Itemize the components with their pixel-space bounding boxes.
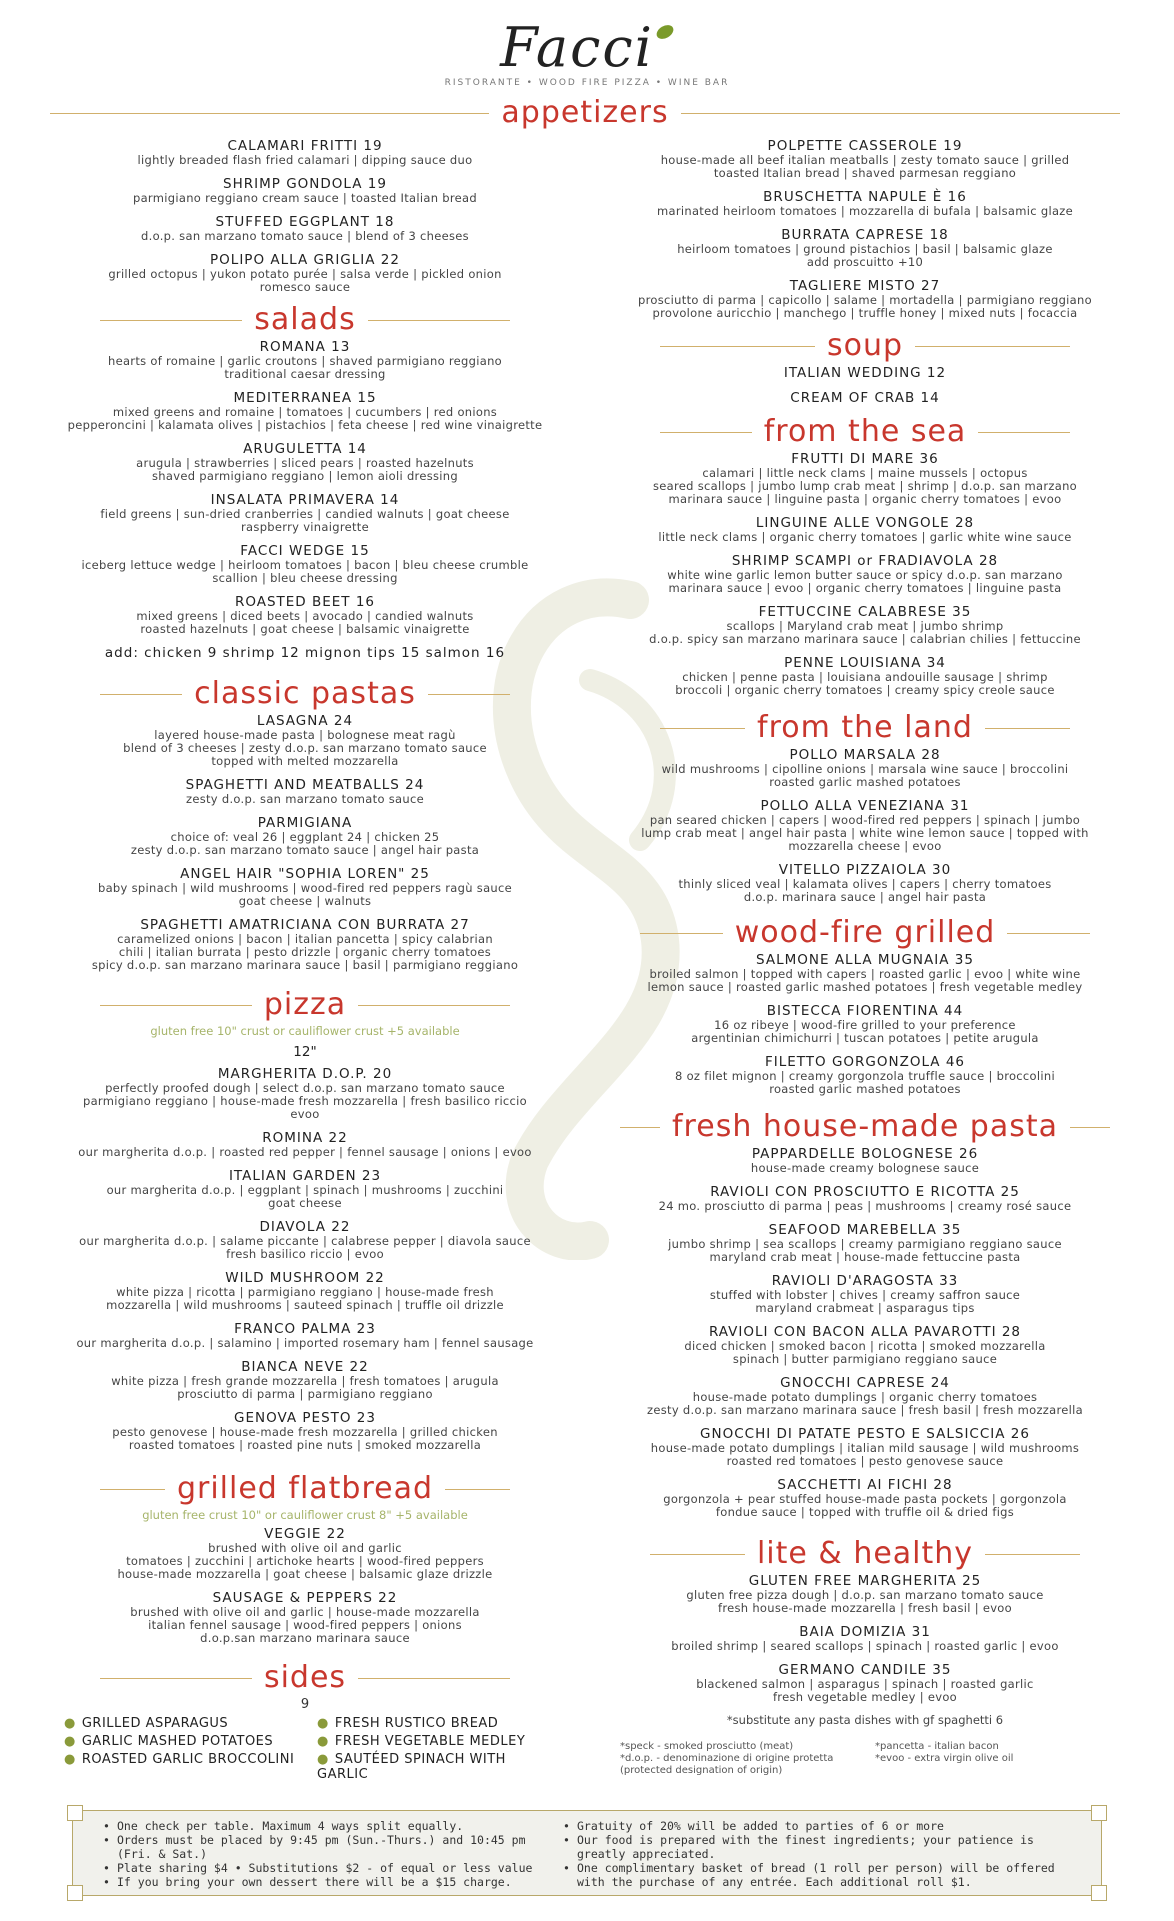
menu-item: [610, 1624, 1120, 1653]
menu-item-description: choice of: veal 26 | eggplant 24 | chicken 25 zesty d.o.p. san marzano tomato sauce | angel hair pasta: [130, 830, 480, 857]
menu-item-name: GENOVA PESTO 23: [234, 1410, 376, 1426]
section-title-appetizers: appetizers: [50, 96, 1120, 130]
menu-item-name: FETTUCCINE CALABRESE 35: [758, 604, 972, 620]
menu-item: [610, 1222, 1120, 1264]
menu-item: [50, 1130, 560, 1159]
menu-item-description: jumbo shrimp | sea scallops | creamy parmigiano reggiano sauce maryland crab meat | house-made fettuccine pasta: [668, 1237, 1062, 1264]
menu-item-name: SALMONE ALLA MUGNAIA 35: [756, 952, 974, 968]
bullet-icon: ●: [64, 1716, 76, 1731]
menu-item-name: TAGLIERE MISTO 27: [789, 278, 941, 294]
section-title-pizza: pizza: [50, 988, 560, 1022]
menu-item: [50, 543, 560, 585]
menu-item-description: our margherita d.o.p. | eggplant | spinach | mushrooms | zucchini goat cheese: [106, 1183, 504, 1210]
menu-item-description: thinly sliced veal | kalamata olives | capers | cherry tomatoes d.o.p. marinara sauce | angel hair pasta: [678, 877, 1052, 904]
menu-item-description: iceberg lettuce wedge | heirloom tomatoes | bacon | bleu cheese crumble scallion | bleu cheese dressing: [81, 558, 529, 585]
menu-item-description: little neck clams | organic cherry tomatoes | garlic white wine sauce: [658, 530, 1072, 544]
menu-item: [610, 1003, 1120, 1045]
policy-line: • If you bring your own dessert there will be a $15 charge.: [103, 1875, 543, 1889]
sides-price: 9: [300, 1697, 310, 1712]
menu-item-name: BISTECCA FIORENTINA 44: [766, 1003, 964, 1019]
pizza-list: [50, 1066, 560, 1452]
policy-line: • Plate sharing $4 • Substitutions $2 - of equal or less value: [103, 1861, 543, 1875]
section-title-salads: salads: [50, 303, 560, 337]
side-item: [64, 1716, 307, 1731]
menu-item: [50, 777, 560, 806]
menu-item: [50, 1219, 560, 1261]
menu-item: [610, 227, 1120, 269]
bullet-icon: ●: [317, 1734, 329, 1749]
menu-item-description: hearts of romaine | garlic croutons | shaved parmigiano reggiano traditional caesar dressing: [108, 354, 502, 381]
footnotes-right: *pancetta - italian bacon *evoo - extra virgin olive oil: [875, 1741, 1014, 1764]
menu-item-description: 24 mo. prosciutto di parma | peas | mushrooms | creamy rosé sauce: [658, 1199, 1072, 1213]
menu-item-name: GNOCCHI CAPRESE 24: [780, 1375, 950, 1391]
menu-item-description: scallops | Maryland crab meat | jumbo shrimp d.o.p. spicy san marzano marinara sauce | calabrian chilies | fettuccine: [649, 619, 1081, 646]
menu-item: [50, 594, 560, 636]
menu-item: [50, 1321, 560, 1350]
menu-item: [610, 1146, 1120, 1175]
menu-item: [610, 1426, 1120, 1468]
menu-item: [610, 189, 1120, 218]
menu-item-name: ARUGULETTA 14: [243, 441, 367, 457]
side-item: [317, 1716, 560, 1731]
footer-right: [563, 1819, 1083, 1889]
bullet-icon: ●: [64, 1734, 76, 1749]
menu-item-description: diced chicken | smoked bacon | ricotta | smoked mozzarella spinach | butter parmigiano reggiano sauce: [684, 1339, 1046, 1366]
menu-item-description: white wine garlic lemon butter sauce or spicy d.o.p. san marzano marinara sauce | evoo | organic cherry tomatoes | linguine pasta: [667, 568, 1063, 595]
menu-item-description: 16 oz ribeye | wood-fire grilled to your preference argentinian chimichurri | tuscan potatoes | petite arugula: [691, 1018, 1039, 1045]
menu-item-name: FRUTTI DI MARE 36: [791, 451, 939, 467]
side-item: [317, 1752, 560, 1782]
policy-line: • Orders must be placed by 9:45 pm (Sun.-Thurs.) and 10:45 pm (Fri. & Sat.): [103, 1833, 543, 1861]
menu-item-description: mixed greens | diced beets | avocado | candied walnuts roasted hazelnuts | goat cheese | balsamic vinaigrette: [136, 609, 474, 636]
soup-list: [610, 365, 1120, 406]
menu-item: [50, 339, 560, 381]
menu-item-description: grilled octopus | yukon potato purée | salsa verde | pickled onion romesco sauce: [108, 267, 502, 294]
menu-item-name: FILETTO GORGONZOLA 46: [764, 1054, 966, 1070]
menu-item-name: GERMANO CANDILE 35: [778, 1662, 952, 1678]
menu-item: [50, 815, 560, 857]
menu-item-description: arugula | strawberries | sliced pears | roasted hazelnuts shaved parmigiano reggiano | lemon aioli dressing: [136, 456, 474, 483]
menu-item: [50, 1270, 560, 1312]
section-title-from-the-sea: from the sea: [610, 415, 1120, 449]
menu-item-name: LASAGNA 24: [256, 713, 354, 729]
menu-item: [610, 1324, 1120, 1366]
menu-item-name: BRUSCHETTA NAPULE È 16: [763, 189, 967, 205]
menu-item: [610, 747, 1120, 789]
menu-item-description: brushed with olive oil and garlic | house-made mozzarella italian fennel sausage | wood-fired peppers | onions d.o.p.san marzano marinara sauce: [130, 1605, 480, 1645]
sides-grid: [50, 1716, 560, 1782]
menu-item-name: RAVIOLI CON PROSCIUTTO E RICOTTA 25: [710, 1184, 1020, 1200]
menu-item-name: DIAVOLA 22: [259, 1219, 351, 1235]
bullet-icon: ●: [317, 1716, 329, 1731]
gf-substitute-note: *substitute any pasta dishes with gf spaghetti 6: [726, 1713, 1004, 1727]
menu-item: [50, 917, 560, 972]
menu-item-description: broiled shrimp | seared scallops | spinach | roasted garlic | evoo: [671, 1639, 1059, 1653]
menu-item: [50, 390, 560, 432]
menu-item-description: gluten free pizza dough | d.o.p. san marzano tomato sauce fresh house-made mozzarella | fresh basil | evoo: [686, 1588, 1044, 1615]
menu-item: [50, 441, 560, 483]
side-item-label: FRESH VEGETABLE MEDLEY: [334, 1734, 526, 1749]
menu-item-name: VITELLO PIZZAIOLA 30: [778, 862, 952, 878]
menu-item: [50, 1066, 560, 1121]
menu-item-description: house-made creamy bolognese sauce: [750, 1161, 980, 1175]
section-title-soup: soup: [610, 329, 1120, 363]
menu-item-name: ROASTED BEET 16: [234, 594, 376, 610]
menu-item-name: ANGEL HAIR "SOPHIA LOREN" 25: [180, 866, 430, 882]
menu-item-description: blackened salmon | asparagus | spinach | roasted garlic fresh vegetable medley | evoo: [696, 1677, 1034, 1704]
menu-item-description: gorgonzola + pear stuffed house-made pasta pockets | gorgonzola fondue sauce | topped with truffle oil & dried figs: [663, 1492, 1067, 1519]
menu-item-name: POLLO ALLA VENEZIANA 31: [760, 798, 970, 814]
menu-item-name: ITALIAN WEDDING 12: [783, 365, 947, 381]
side-item: [317, 1734, 560, 1749]
menu-item-description: field greens | sun-dried cranberries | candied walnuts | goat cheese raspberry vinaigrette: [100, 507, 510, 534]
lite-list: [610, 1573, 1120, 1704]
menu-item-description: d.o.p. san marzano tomato sauce | blend of 3 cheeses: [141, 229, 469, 243]
menu-item-description: house-made all beef italian meatballs | zesty tomato sauce | grilled toasted Italian bread | shaved parmesan reggiano: [660, 153, 1070, 180]
pizza-note: gluten free 10" crust or cauliflower crust +5 available: [150, 1024, 460, 1038]
menu-item: [50, 866, 560, 908]
policy-line: • One complimentary basket of bread (1 roll per person) will be offered with the purchase of any entrée. Each additional roll $1.: [563, 1861, 1083, 1889]
menu-item: [610, 138, 1120, 180]
menu-item: [610, 1662, 1120, 1704]
menu-item-name: RAVIOLI CON BACON ALLA PAVAROTTI 28: [708, 1324, 1022, 1340]
menu-item: [610, 1273, 1120, 1315]
menu-item-description: house-made potato dumplings | italian mild sausage | wild mushrooms roasted red tomatoes | pesto genovese sauce: [650, 1441, 1080, 1468]
menu-item-name: FRANCO PALMA 23: [234, 1321, 376, 1337]
olive-icon: [654, 22, 676, 41]
menu-item: [610, 952, 1120, 994]
menu-item-description: white pizza | fresh grande mozzarella | fresh tomatoes | arugula prosciutto di parma | parmigiano reggiano: [111, 1374, 499, 1401]
menu-item: [50, 138, 560, 167]
menu-item-description: calamari | little neck clams | maine mussels | octopus seared scallops | jumbo lump crab meat | shrimp | d.o.p. san marzano marinara sauce | linguine pasta | organic cherry tomatoes | evoo: [653, 466, 1077, 506]
section-title-wood-fire-grilled: wood-fire grilled: [610, 916, 1120, 950]
land-list: [610, 747, 1120, 904]
menu-item: [50, 1359, 560, 1401]
policy-line: • One check per table. Maximum 4 ways split equally.: [103, 1819, 543, 1833]
menu-item: [610, 604, 1120, 646]
policy-line: • Gratuity of 20% will be added to parties of 6 or more: [563, 1819, 1083, 1833]
menu-item-description: wild mushrooms | cipolline onions | marsala wine sauce | broccolini roasted garlic mashed potatoes: [661, 762, 1069, 789]
menu-item-description: parmigiano reggiano cream sauce | toasted Italian bread: [132, 191, 477, 205]
menu-item-name: ITALIAN GARDEN 23: [228, 1168, 382, 1184]
menu-item-description: our margherita d.o.p. | salamino | imported rosemary ham | fennel sausage: [76, 1336, 534, 1350]
section-title-flatbread: grilled flatbread: [50, 1472, 560, 1506]
menu-item-name: FACCI WEDGE 15: [240, 543, 370, 559]
menu-item-name: LINGUINE ALLE VONGOLE 28: [755, 515, 975, 531]
menu-item: [610, 862, 1120, 904]
menu-item: [610, 1477, 1120, 1519]
menu-item-description: heirloom tomatoes | ground pistachios | basil | balsamic glaze add proscuitto +10: [677, 242, 1053, 269]
menu-item-name: MARGHERITA D.O.P. 20: [217, 1066, 393, 1082]
menu-item: [610, 1184, 1120, 1213]
menu-item-name: SEAFOOD MAREBELLA 35: [768, 1222, 962, 1238]
footer-left: [103, 1819, 543, 1889]
section-title-from-the-land: from the land: [610, 711, 1120, 745]
menu-item-description: zesty d.o.p. san marzano tomato sauce: [186, 792, 424, 806]
menu-item-description: our margherita d.o.p. | salame piccante | calabrese pepper | diavola sauce fresh basilico riccio | evoo: [79, 1234, 531, 1261]
sea-list: [610, 451, 1120, 697]
menu-item-description: mixed greens and romaine | tomatoes | cucumbers | red onions pepperoncini | kalamata olives | pistachios | feta cheese | red wine vinaigrette: [67, 405, 543, 432]
logo: Facci: [0, 20, 1174, 76]
side-item: [64, 1734, 307, 1749]
menu-item-description: prosciutto di parma | capicollo | salame | mortadella | parmigiano reggiano provolone auricchio | manchego | truffle honey | mixed nuts | focaccia: [638, 293, 1092, 320]
side-item-label: SAUTÉED SPINACH WITH GARLIC: [317, 1752, 506, 1782]
footnotes: [610, 1741, 1120, 1777]
left-column: [50, 138, 560, 1782]
side-item-label: GARLIC MASHED POTATOES: [81, 1734, 274, 1749]
menu-item-name: POLIPO ALLA GRIGLIA 22: [210, 252, 400, 268]
menu-item-description: house-made potato dumplings | organic cherry tomatoes zesty d.o.p. san marzano marinara sauce | fresh basil | fresh mozzarella: [647, 1390, 1083, 1417]
menu-item-description: baby spinach | wild mushrooms | wood-fired red peppers ragù sauce goat cheese | walnuts: [97, 881, 513, 908]
menu-item-name: POLLO MARSALA 28: [789, 747, 941, 763]
menu-item-description: white pizza | ricotta | parmigiano reggiano | house-made fresh mozzarella | wild mushrooms | sauteed spinach | truffle oil drizzle: [106, 1285, 504, 1312]
salad-addons: add: chicken 9 shrimp 12 mignon tips 15 salmon 16: [104, 645, 506, 661]
side-item-label: FRESH RUSTICO BREAD: [334, 1716, 499, 1731]
menu-item: [50, 1168, 560, 1210]
menu-item: [50, 1590, 560, 1645]
menu-item-name: ROMINA 22: [262, 1130, 348, 1146]
menu-item-description: marinated heirloom tomatoes | mozzarella di bufala | balsamic glaze: [656, 204, 1074, 218]
flatbread-list: [50, 1526, 560, 1645]
menu-item-description: perfectly proofed dough | select d.o.p. san marzano tomato sauce parmigiano reggiano | house-made fresh mozzarella | fresh basilico riccio evoo: [82, 1081, 528, 1121]
right-column: [610, 138, 1120, 1777]
menu-item: [50, 1410, 560, 1452]
menu-item: [610, 451, 1120, 506]
menu-item-description: 8 oz filet mignon | creamy gorgonzola truffle sauce | broccolini roasted garlic mashed potatoes: [675, 1069, 1055, 1096]
menu-item: [610, 515, 1120, 544]
flatbread-note: gluten free crust 10" or cauliflower crust 8" +5 available: [142, 1508, 468, 1522]
header: [0, 16, 1174, 88]
menu-item: [50, 214, 560, 243]
menu-item-description: layered house-made pasta | bolognese meat ragù blend of 3 cheeses | zesty d.o.p. san marzano tomato sauce topped with melted mozzarella: [123, 728, 487, 768]
menu-item-name: RAVIOLI D'ARAGOSTA 33: [771, 1273, 959, 1289]
pizza-size: 12": [293, 1044, 317, 1060]
tagline: RISTORANTE • WOOD FIRE PIZZA • WINE BAR: [444, 78, 730, 88]
policy-line: • Our food is prepared with the finest ingredients; your patience is greatly appreciated.: [563, 1833, 1083, 1861]
menu-item: [50, 252, 560, 294]
appetizers-left: [50, 138, 560, 294]
side-item-label: ROASTED GARLIC BROCCOLINI: [81, 1752, 295, 1767]
menu-item: [50, 1526, 560, 1581]
menu-item: [610, 390, 1120, 406]
menu-item-name: VEGGIE 22: [264, 1526, 346, 1542]
menu-item-name: PAPPARDELLE BOLOGNESE 26: [751, 1146, 979, 1162]
menu-item-description: chicken | penne pasta | louisiana andouille sausage | shrimp broccoli | organic cherry tomatoes | creamy spicy creole sauce: [675, 670, 1055, 697]
menu-item-name: CREAM OF CRAB 14: [790, 390, 940, 406]
menu-item-name: STUFFED EGGPLANT 18: [215, 214, 395, 230]
menu-item-name: PENNE LOUISIANA 34: [784, 655, 946, 671]
menu-item-name: SHRIMP GONDOLA 19: [223, 176, 387, 192]
menu-item-name: WILD MUSHROOM 22: [225, 1270, 385, 1286]
grilled-list: [610, 952, 1120, 1096]
menu-item: [610, 655, 1120, 697]
menu-item-name: BURRATA CAPRESE 18: [781, 227, 949, 243]
menu-item-description: stuffed with lobster | chives | creamy saffron sauce maryland crabmeat | asparagus tips: [709, 1288, 1021, 1315]
pastas-list: [50, 713, 560, 972]
menu-item: [610, 553, 1120, 595]
bullet-icon: ●: [64, 1752, 76, 1767]
menu-item-name: POLPETTE CASSEROLE 19: [767, 138, 963, 154]
menu-item: [610, 798, 1120, 853]
menu-item-name: INSALATA PRIMAVERA 14: [210, 492, 400, 508]
menu-item: [610, 1573, 1120, 1615]
menu-item: [610, 365, 1120, 381]
section-title-lite-healthy: lite & healthy: [610, 1537, 1120, 1571]
menu-item-name: SAUSAGE & PEPPERS 22: [212, 1590, 398, 1606]
bullet-icon: ●: [317, 1752, 329, 1767]
menu-item-name: GLUTEN FREE MARGHERITA 25: [748, 1573, 982, 1589]
menu-item-description: our margherita d.o.p. | roasted red pepper | fennel sausage | onions | evoo: [78, 1145, 532, 1159]
menu-item-description: brushed with olive oil and garlic tomatoes | zucchini | artichoke hearts | wood-fired peppers house-made mozzarella | goat cheese | balsamic glaze drizzle: [117, 1541, 493, 1581]
menu-item-description: lightly breaded flash fried calamari | dipping sauce duo: [137, 153, 473, 167]
menu-item-name: SPAGHETTI AMATRICIANA CON BURRATA 27: [140, 917, 470, 933]
menu-item: [50, 176, 560, 205]
menu-item-description: pan seared chicken | capers | wood-fired red peppers | spinach | jumbo lump crab meat | angel hair pasta | white wine lemon sauce | topped with mozzarella cheese | evoo: [641, 813, 1089, 853]
menu-item-name: BIANCA NEVE 22: [241, 1359, 369, 1375]
menu-item-description: pesto genovese | house-made fresh mozzarella | grilled chicken roasted tomatoes | roasted pine nuts | smoked mozzarella: [112, 1425, 498, 1452]
menu-item-name: SPAGHETTI AND MEATBALLS 24: [185, 777, 425, 793]
menu-item: [50, 713, 560, 768]
salads-list: [50, 339, 560, 636]
side-item-label: GRILLED ASPARAGUS: [81, 1716, 229, 1731]
appetizers-right: [610, 138, 1120, 320]
housepasta-list: [610, 1146, 1120, 1519]
side-item: [64, 1752, 307, 1782]
menu-item: [610, 278, 1120, 320]
menu-item: [50, 492, 560, 534]
menu-item-name: ROMANA 13: [259, 339, 351, 355]
section-title-sides: sides: [50, 1661, 560, 1695]
menu-item-name: SACCHETTI AI FICHI 28: [777, 1477, 953, 1493]
menu-item-name: CALAMARI FRITTI 19: [227, 138, 383, 154]
menu-item-name: BAIA DOMIZIA 31: [799, 1624, 931, 1640]
menu-item: [610, 1375, 1120, 1417]
menu-item-name: MEDITERRANEA 15: [233, 390, 377, 406]
footnotes-left: *speck - smoked prosciutto (meat) *d.o.p. - denominazione di origine protetta (protected designation of origin): [620, 1741, 834, 1776]
section-title-fresh-house-made-pasta: fresh house-made pasta: [610, 1110, 1120, 1144]
menu-item-description: caramelized onions | bacon | italian pancetta | spicy calabrian chili | italian burrata | pesto drizzle | organic cherry tomatoes spicy d.o.p. san marzano marinara sauce | basil | parmigiano reggiano: [91, 932, 519, 972]
section-title-classic-pastas: classic pastas: [50, 677, 560, 711]
policy-footer: [72, 1810, 1102, 1896]
menu-item-description: broiled salmon | topped with capers | roasted garlic | evoo | white wine lemon sauce | roasted garlic mashed potatoes | fresh vegetable medley: [647, 967, 1083, 994]
menu-item: [610, 1054, 1120, 1096]
menu-item-name: PARMIGIANA: [257, 815, 353, 831]
menu-item-name: SHRIMP SCAMPI or FRADIAVOLA 28: [731, 553, 999, 569]
menu-item-name: GNOCCHI DI PATATE PESTO E SALSICCIA 26: [700, 1426, 1030, 1442]
